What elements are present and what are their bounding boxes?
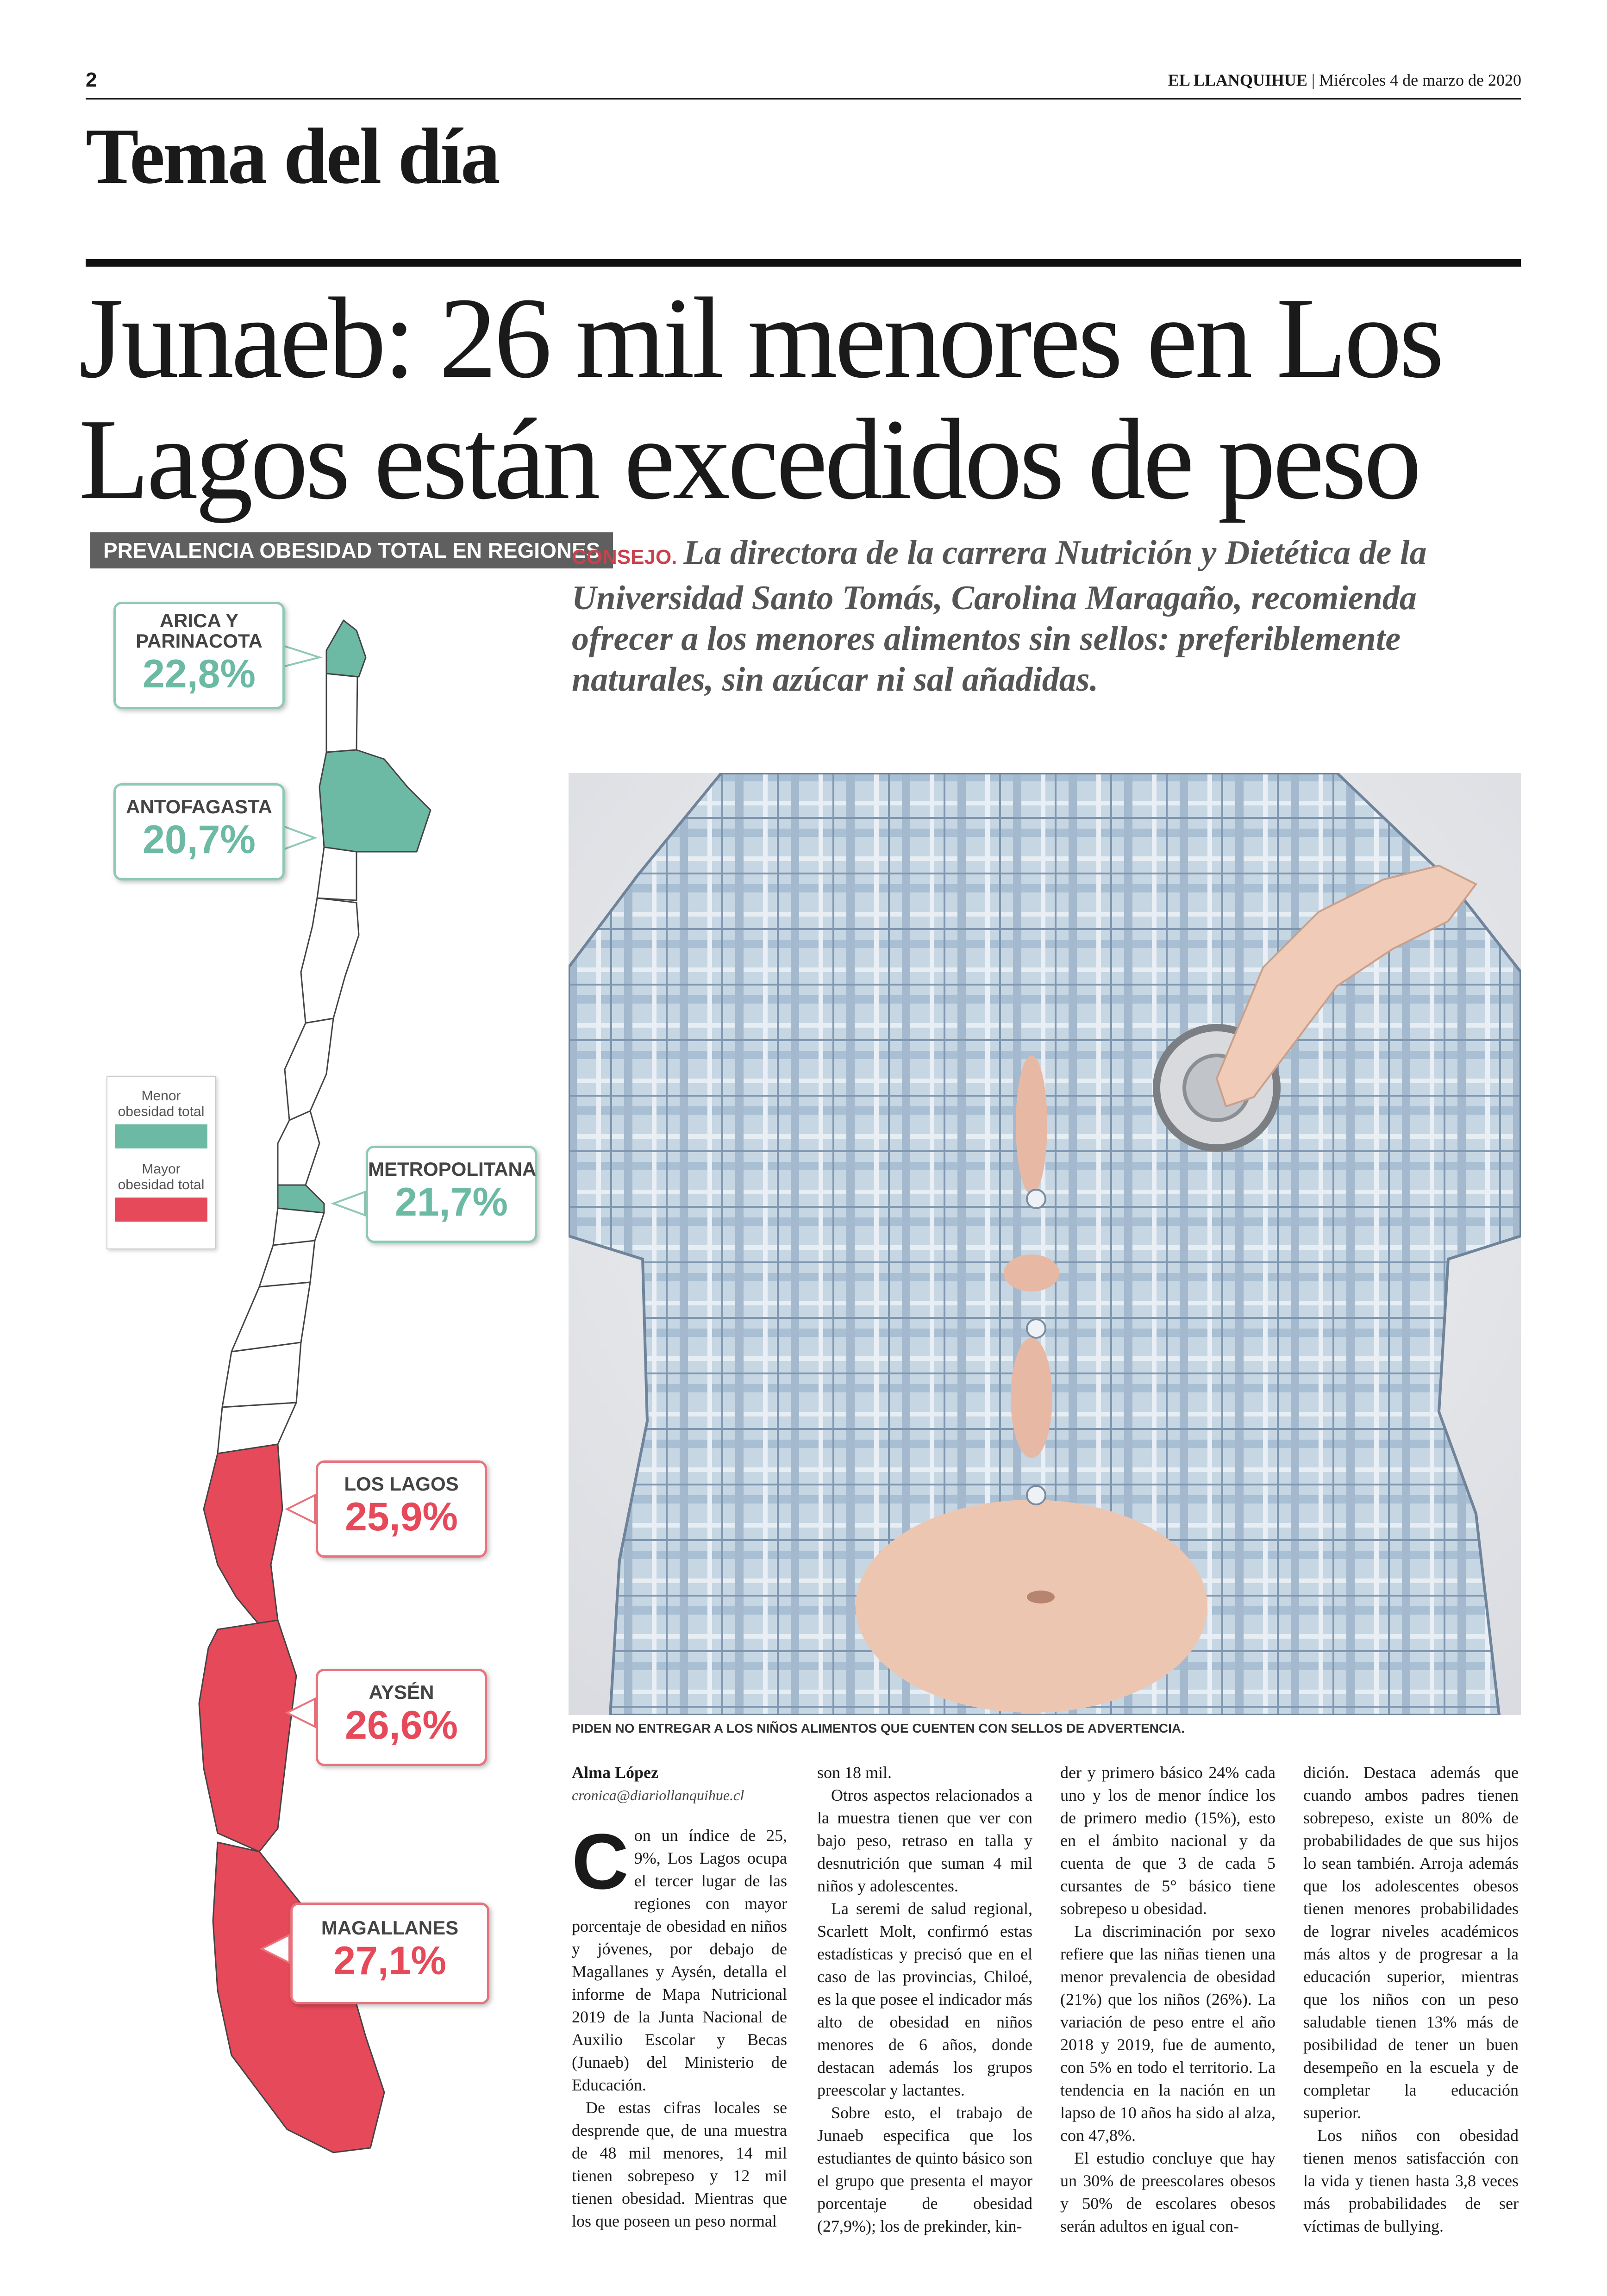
region-name: METROPOLITANA — [368, 1158, 537, 1180]
paragraph: El estudio concluye que hay un 30% de preescolares obesos y 50% de escolares obesos serán adultos en igual con- — [1060, 2149, 1276, 2235]
paragraph: La seremi de salud regional, Scarlett Molt, confirmó estas estadísticas y precisó que en el caso de las provincias, Chiloé, es la que posee el indicador más alto de obesidad en niños menores de 6 años, donde destacan además los grupos preescolar y lactantes. — [817, 1899, 1032, 2099]
region-name: ARICA Y — [159, 610, 239, 631]
map-region-maule — [259, 1241, 315, 1287]
map-region-north-white-2 — [317, 847, 356, 900]
masthead-separator: | — [1311, 71, 1315, 89]
legend-high-label: Mayor — [142, 1161, 181, 1177]
region-name: MAGALLANES — [321, 1917, 459, 1939]
region-value: 27,1% — [333, 1939, 446, 1983]
map-region-los-lagos — [204, 1444, 282, 1625]
region-name: LOS LAGOS — [344, 1473, 459, 1495]
callout-los-lagos — [316, 1460, 487, 1558]
paragraph: La discriminación por sexo refiere que las niñas tienen una menor prevalencia de obesidad (21%) que los niños (26%). La variación de peso entre el año 2018 y 2019, fue de aumento, con 5% en todo el territorio. La tendencia en la nación en un lapso de 10 años ha sido al alza, con 47,8%. — [1060, 1922, 1276, 2145]
map-title: PREVALENCIA OBESIDAD TOTAL EN REGIONES — [90, 532, 613, 568]
section-title: Tema del día — [86, 112, 499, 200]
belly-gap-2 — [1004, 1254, 1059, 1292]
pointer-metropolitana — [333, 1192, 365, 1215]
map-region-aysen — [199, 1620, 296, 1852]
paragraph: Sobre esto, el trabajo de Junaeb especifica que los estudiantes de quinto básico son el grupo que presenta el mayor porcentaje de obesidad (27,9%); los de prekinder, kin- — [817, 2103, 1032, 2235]
author-email: cronica@diariollanquihue.cl — [572, 1787, 744, 1803]
headline: Junaeb: 26 mil menores en Los Lagos están excedidos de peso — [79, 274, 1442, 524]
paragraph: Con un índice de 25, 9%, Los Lagos ocupa el tercer lugar de las regiones con mayor porcentaje de obesidad en niños y jóvenes, por debajo de Magallanes y Aysén, detalla el informe de Mapa Nutricional 2019 de la Junta Nacional de Auxilio Escolar y Becas (Junaeb) del Ministerio de Educación. — [572, 1818, 787, 2094]
issue-date: Miércoles 4 de marzo de 2020 — [1319, 71, 1521, 89]
shirt-button — [1027, 1486, 1045, 1504]
callout-metropolitana — [366, 1146, 537, 1243]
map-region-ohiggins — [273, 1208, 324, 1245]
shirt-button — [1027, 1190, 1045, 1208]
legend-low-swatch — [115, 1124, 207, 1148]
belly-gap-3 — [1011, 1338, 1052, 1458]
callout-aysen — [316, 1669, 487, 1766]
publication-name: EL LLANQUIHUE — [1168, 71, 1307, 89]
paragraph: De estas cifras locales se desprende que, de una muestra de 48 mil menores, 14 mil tienen sobrepeso y 12 mil tienen obesidad. Mientras que los que poseen un peso normal — [572, 2098, 787, 2230]
pointer-los-lagos — [287, 1495, 315, 1523]
masthead — [1168, 70, 1521, 90]
map-region-atacama — [301, 898, 359, 1023]
region-value: 26,6% — [345, 1703, 458, 1747]
paragraph: der y primero básico 24% cada uno y los de menor índice los de primero medio (15%), esto en el ámbito nacional y da cuenta de que 3 de cada 5 cursantes de 5° básico tiene sobrepeso u obesidad. — [1060, 1763, 1276, 1918]
pointer-arica — [283, 646, 319, 667]
photo-caption: PIDEN NO ENTREGAR A LOS NIÑOS ALIMENTOS QUE CUENTEN CON SELLOS DE ADVERTENCIA. — [572, 1721, 1185, 1735]
map-region-valparaiso — [278, 1111, 319, 1185]
author-name: Alma López — [572, 1763, 658, 1782]
advice-tag: CONSEJO. — [572, 546, 677, 568]
region-value: 25,9% — [345, 1495, 458, 1539]
map-region-araucania — [222, 1342, 301, 1407]
paragraph: Otros aspectos relacionados a la muestra tienen que ver con bajo peso, retraso en talla y desnutrición que suman 4 mil niños y adolescentes. — [817, 1786, 1032, 1895]
child-shirt-illustration — [569, 773, 1521, 1715]
map-region-north-white — [326, 674, 357, 752]
chile-map — [0, 0, 546, 2203]
belly — [856, 1500, 1207, 1713]
region-value: 20,7% — [143, 817, 256, 862]
navel — [1027, 1591, 1055, 1603]
callout-arica — [113, 602, 285, 709]
map-region-metropolitana — [278, 1185, 324, 1213]
map-region-arica — [326, 620, 366, 677]
pointer-antofagasta — [283, 826, 315, 849]
region-name: AYSÉN — [369, 1681, 434, 1703]
legend-low-label: Menor — [141, 1088, 181, 1104]
article-column-2 — [817, 1761, 1032, 2238]
advice-text: La directora de la carrera Nutrición y Dietética de la Universidad Santo Tomás, Carolina Maragaño, recomienda ofrecer a los menores alimentos sin sellos: preferiblemente naturales, sin azúcar ni sal añadidas. — [572, 534, 1427, 699]
map-region-antofagasta — [319, 750, 431, 852]
map-region-coquimbo — [285, 1018, 333, 1120]
map-region-los-rios — [218, 1403, 296, 1454]
region-value: 21,7% — [395, 1180, 508, 1224]
article-column-3 — [1060, 1761, 1276, 2238]
region-name: ANTOFAGASTA — [126, 796, 272, 817]
article-photo — [569, 773, 1521, 1715]
paragraph: son 18 mil. — [817, 1763, 892, 1782]
map-legend — [106, 1076, 216, 1249]
region-name-line2: PARINACOTA — [136, 630, 263, 652]
callout-antofagasta — [113, 783, 285, 880]
legend-low-label-2: obesidad total — [118, 1104, 205, 1119]
article-column-4 — [1303, 1761, 1519, 2238]
shirt-button — [1027, 1319, 1045, 1338]
drop-cap: C — [572, 1818, 629, 1906]
page-number: 2 — [86, 69, 97, 91]
map-region-nuble-biobio — [231, 1282, 310, 1352]
belly-gap-1 — [1016, 1055, 1047, 1194]
article-column-1 — [572, 1761, 787, 2233]
paragraph: dición. Destaca además que cuando ambos padres tienen sobrepeso, existe un 80% de probabilidades de que sus hijos lo sean también. Arroja además que los adolescentes obesos tienen menores probabilidades de lograr niveles académicos más altos y de progresar a la educación superior, mientras que los niños con un peso saludable tienen 13% más de posibilidad de tener un buen desempeño en la escuela y de completar la educación superior. — [1303, 1763, 1519, 2122]
region-value: 22,8% — [143, 652, 256, 696]
paragraph: Los niños con obesidad tienen menos satisfacción con la vida y tienen hasta 3,8 veces más probabilidades de ser víctimas de bullying. — [1303, 2126, 1519, 2235]
legend-high-swatch — [115, 1198, 207, 1222]
advice-box — [572, 532, 1516, 700]
legend-high-label-2: obesidad total — [118, 1177, 205, 1192]
callout-magallanes — [290, 1903, 489, 2004]
